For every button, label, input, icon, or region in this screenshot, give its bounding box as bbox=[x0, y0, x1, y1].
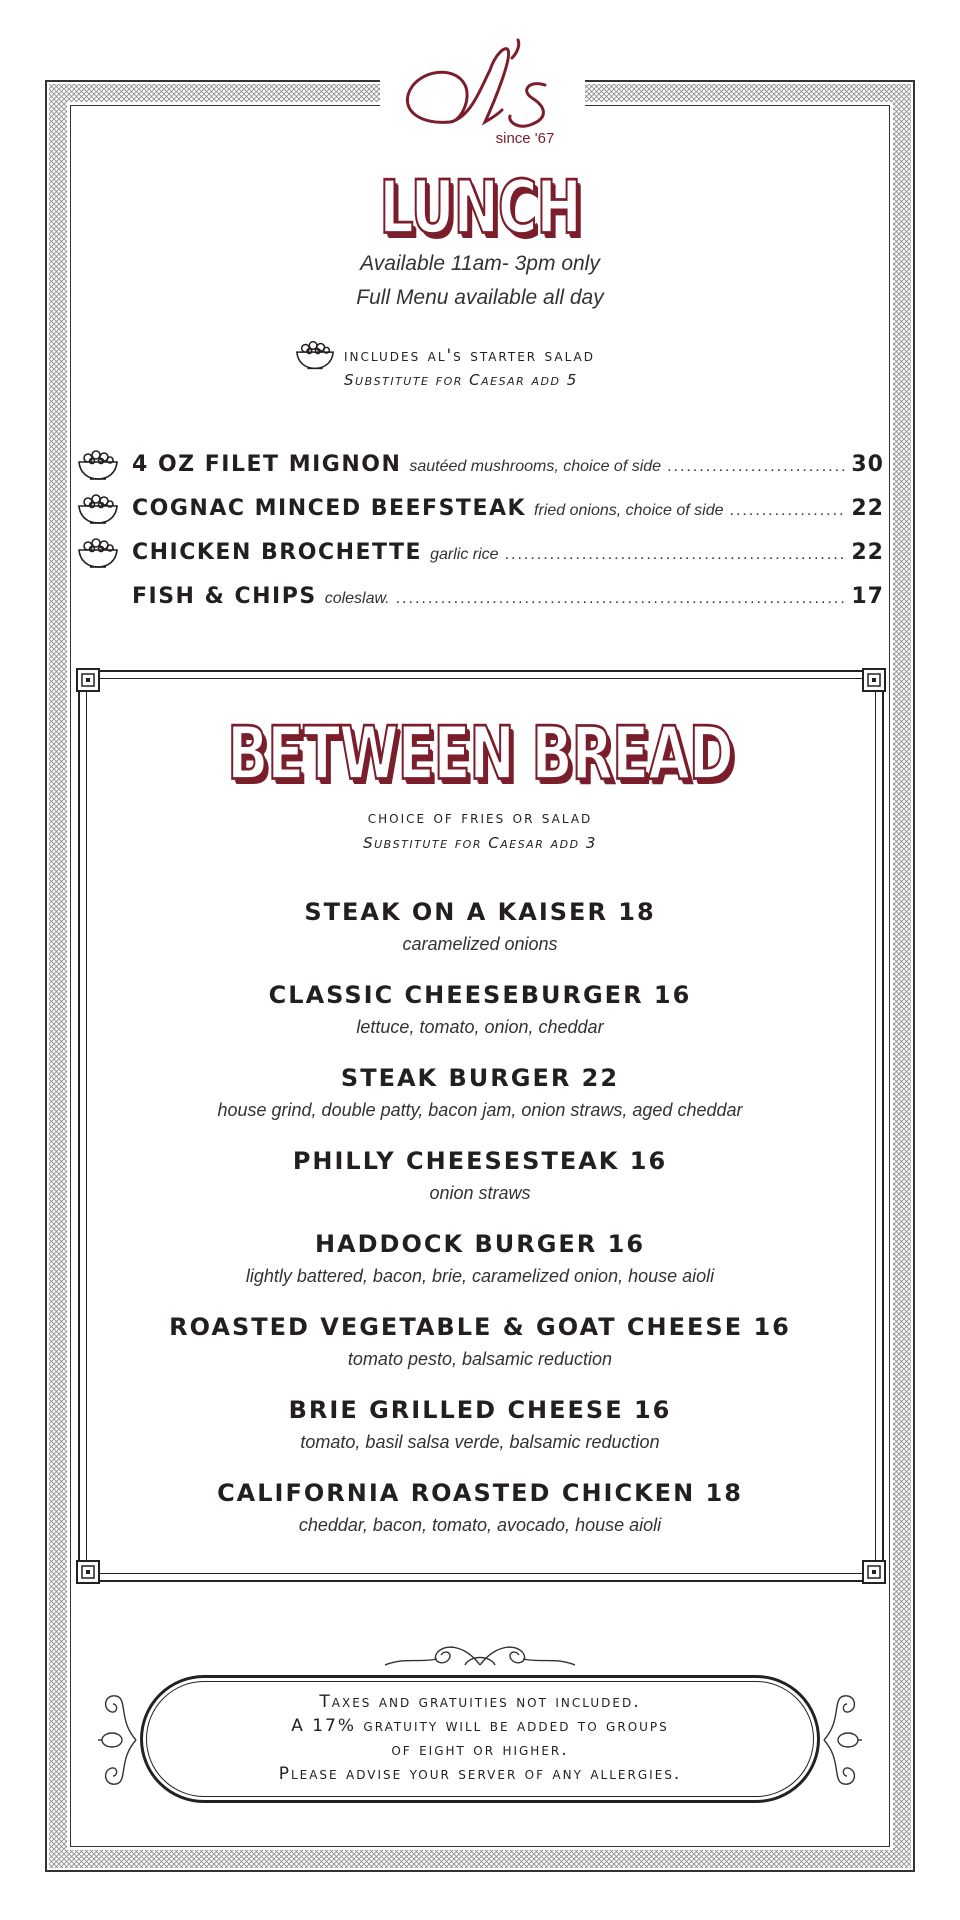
sandwich-description: tomato, basil salsa verde, balsamic reduction bbox=[300, 1432, 660, 1452]
lunch-item bbox=[132, 540, 884, 570]
sandwich-name: HADDOCK BURGER 16 bbox=[314, 1230, 646, 1258]
lunch-item-price: 22 bbox=[851, 540, 884, 565]
sandwich-name: STEAK BURGER 22 bbox=[340, 1064, 620, 1092]
sandwich-description: caramelized onions bbox=[402, 934, 558, 954]
leader-dots bbox=[505, 546, 846, 564]
lunch-item-description: coleslaw. bbox=[324, 590, 390, 607]
footer-line: Taxes and gratuities not included. bbox=[319, 1692, 641, 1712]
lunch-item-name: 4 OZ FILET MIGNON bbox=[132, 452, 402, 477]
lunch-item-price: 22 bbox=[851, 496, 884, 521]
salad-bowl-icon bbox=[76, 536, 120, 570]
footer-line: Please advise your server of any allergies. bbox=[278, 1764, 682, 1784]
sandwich-name: STEAK ON A KAISER 18 bbox=[304, 898, 656, 926]
sandwich-name: BRIE GRILLED CHEESE 16 bbox=[288, 1396, 672, 1424]
corner-ornament-top-right bbox=[862, 668, 886, 692]
lunch-item-name: CHICKEN BROCHETTE bbox=[132, 540, 423, 565]
sandwich-name: ROASTED VEGETABLE & GOAT CHEESE 16 bbox=[169, 1313, 791, 1341]
corner-ornament-bottom-right bbox=[862, 1560, 886, 1584]
lunch-item-price: 17 bbox=[851, 584, 884, 609]
lunch-item-price: 30 bbox=[851, 452, 884, 477]
corner-ornament-bottom-left bbox=[76, 1560, 100, 1584]
lunch-hours: Available 11am- 3pm only bbox=[360, 252, 600, 275]
salad-substitute: Substitute for Caesar add 5 bbox=[344, 371, 578, 389]
lunch-item-description: garlic rice bbox=[430, 546, 499, 563]
lunch-item-description: fried onions, choice of side bbox=[534, 502, 724, 519]
lunch-title: LUNCH bbox=[379, 164, 581, 251]
between-bread-title: BETWEEN BREAD bbox=[227, 710, 733, 797]
sandwich-description: onion straws bbox=[429, 1183, 531, 1203]
side-choice: choice of fries or salad bbox=[367, 808, 593, 828]
sandwich-description: tomato pesto, balsamic reduction bbox=[347, 1349, 613, 1369]
sandwich-name: CALIFORNIA ROASTED CHICKEN 18 bbox=[217, 1479, 743, 1507]
sandwich-description: house grind, double patty, bacon jam, onion straws, aged cheddar bbox=[217, 1100, 743, 1120]
sandwich-description: lettuce, tomato, onion, cheddar bbox=[356, 1017, 604, 1037]
sandwich-description: cheddar, bacon, tomato, avocado, house aioli bbox=[298, 1515, 662, 1535]
salad-bowl-icon bbox=[76, 448, 120, 482]
corner-ornament-top-left bbox=[76, 668, 100, 692]
leader-dots bbox=[396, 590, 846, 608]
lunch-item-name: COGNAC MINCED BEEFSTEAK bbox=[132, 496, 527, 521]
full-menu-note: Full Menu available all day bbox=[356, 286, 604, 309]
footer-line: of eight or higher. bbox=[391, 1740, 569, 1760]
since-text: since '67 bbox=[495, 130, 555, 147]
footer-notice bbox=[0, 1690, 960, 1786]
salad-bowl-icon bbox=[294, 338, 336, 372]
leader-dots bbox=[730, 502, 846, 520]
sandwich-name: PHILLY CHEESESTEAK 16 bbox=[292, 1147, 668, 1175]
footer-line: A 17% gratuity will be added to groups bbox=[291, 1716, 669, 1736]
lunch-item bbox=[132, 452, 884, 482]
sandwich-description: lightly battered, bacon, brie, caramelized onion, house aioli bbox=[245, 1266, 715, 1286]
lunch-item bbox=[132, 584, 884, 614]
lunch-item-name: FISH & CHIPS bbox=[132, 584, 317, 609]
sandwich-name: CLASSIC CHEESEBURGER 16 bbox=[268, 981, 692, 1009]
lunch-item-description: sautéed mushrooms, choice of side bbox=[409, 458, 662, 475]
salad-bowl-icon bbox=[76, 492, 120, 526]
leader-dots bbox=[667, 458, 845, 476]
side-substitute: Substitute for Caesar add 3 bbox=[363, 834, 597, 852]
lunch-item bbox=[132, 496, 884, 526]
flourish-ornament bbox=[375, 1635, 585, 1675]
salad-note: includes al's starter salad bbox=[344, 346, 595, 366]
